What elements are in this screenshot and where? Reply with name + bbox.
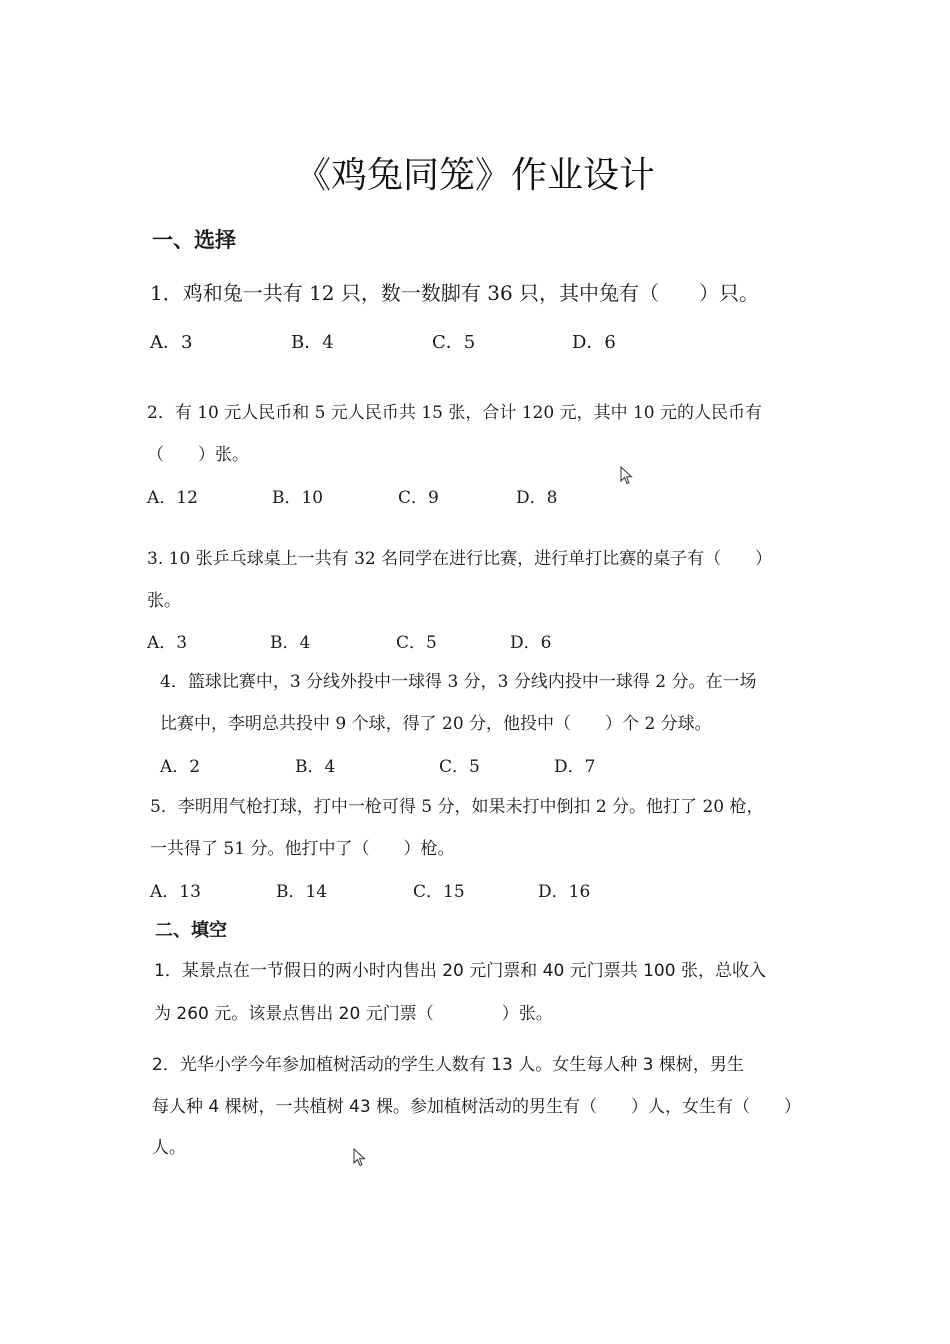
choice-q2-option-d: D．8 — [516, 488, 558, 508]
choice-q1-text: 1．鸡和兔一共有 12 只，数一数脚有 36 只，其中兔有（ ）只。 — [150, 281, 760, 305]
choice-q5-option-b: B．14 — [276, 882, 328, 902]
choice-q2-option-c: C．9 — [398, 488, 439, 508]
choice-q3-line2: 张。 — [147, 591, 181, 611]
choice-q2-option-a: A．12 — [147, 488, 198, 508]
choice-q1-option-a: A．3 — [150, 332, 193, 353]
mouse-cursor-icon — [620, 466, 634, 486]
fill-q2-line1: 2．光华小学今年参加植树活动的学生人数有 13 人。女生每人种 3 棵树，男生 — [152, 1055, 744, 1075]
choice-q2-line1: 2．有 10 元人民币和 5 元人民币共 15 张，合计 120 元，其中 10 元的人民币有 — [147, 403, 763, 423]
choice-q4-option-a: A．2 — [160, 757, 201, 777]
choice-q3-option-d: D．6 — [510, 633, 552, 653]
mouse-cursor-icon — [353, 1148, 367, 1168]
choice-q3-option-b: B．4 — [270, 633, 311, 653]
choice-q1-option-b: B．4 — [291, 332, 334, 353]
page-title: 《鸡兔同笼》作业设计 — [294, 155, 655, 196]
choice-q4-line1: 4．篮球比赛中，3 分线外投中一球得 3 分，3 分线内投中一球得 2 分。在一场 — [160, 672, 757, 692]
choice-q5-line2: 一共得了 51 分。他打中了（ ）枪。 — [150, 839, 455, 859]
choice-q4-line2: 比赛中，李明总共投中 9 个球，得了 20 分，他投中（ ）个 2 分球。 — [160, 714, 712, 734]
fill-q2-line2: 每人种 4 棵树，一共植树 43 棵。参加植树活动的男生有（ ）人，女生有（ ） — [152, 1097, 802, 1117]
fill-q2-line3: 人。 — [152, 1138, 186, 1158]
section-heading-fill: 二、填空 — [155, 920, 227, 941]
choice-q3-option-c: C．5 — [396, 633, 437, 653]
choice-q4-option-d: D．7 — [554, 757, 596, 777]
choice-q2-option-b: B．10 — [272, 488, 324, 508]
choice-q3-option-a: A．3 — [147, 633, 188, 653]
fill-q1-line2: 为 260 元。该景点售出 20 元门票（ ）张。 — [154, 1004, 553, 1024]
choice-q4-option-b: B．4 — [295, 757, 336, 777]
choice-q5-option-c: C．15 — [413, 882, 465, 902]
choice-q1-option-d: D．6 — [572, 332, 616, 353]
choice-q5-option-d: D．16 — [538, 882, 591, 902]
choice-q2-line2: （ ）张。 — [147, 445, 249, 465]
fill-q1-line1: 1．某景点在一节假日的两小时内售出 20 元门票和 40 元门票共 100 张，总收入 — [154, 961, 766, 981]
choice-q4-option-c: C．5 — [439, 757, 480, 777]
choice-q3-line1: 3. 10 张乒乓球桌上一共有 32 名同学在进行比赛，进行单打比赛的桌子有（ ） — [147, 549, 773, 569]
choice-q1-option-c: C．5 — [432, 332, 476, 353]
choice-q5-option-a: A．13 — [150, 882, 201, 902]
section-heading-choice: 一、选择 — [152, 228, 236, 252]
choice-q5-line1: 5．李明用气枪打球，打中一枪可得 5 分，如果未打中倒扣 2 分。他打了 20 枪， — [150, 797, 764, 817]
